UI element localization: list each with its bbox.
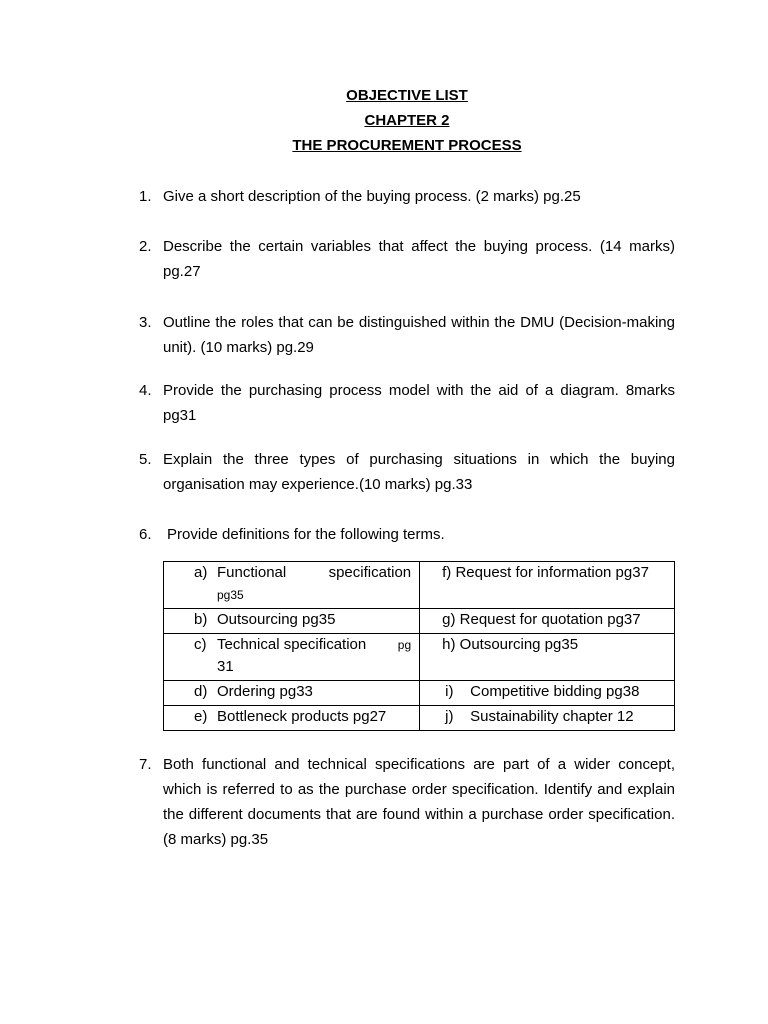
question-number: 2.: [139, 238, 152, 255]
term-page: pg35: [217, 588, 244, 602]
table-row: [164, 562, 675, 609]
question-text: Both functional and technical specifications are part of a wider concept, which is referred to as the purchase order specification. Identify and explain the different documents that are found within a purchase order specification. (8 marks) pg.35: [163, 756, 675, 848]
question-1: [139, 184, 675, 209]
term-text: h) Outsourcing pg35: [442, 636, 579, 653]
term-cell: [420, 681, 675, 706]
question-number: 5.: [139, 451, 152, 468]
term-text: Competitive bidding pg38: [470, 683, 640, 700]
term-letter: d): [194, 683, 208, 700]
term-letter: i): [445, 683, 454, 700]
document-title: OBJECTIVE LIST: [346, 87, 468, 104]
term-letter: b): [194, 611, 208, 628]
table-row: [164, 706, 675, 731]
question-number: 3.: [139, 314, 152, 331]
term-letter: j): [445, 708, 454, 725]
term-letter: a): [194, 564, 208, 581]
term-cell: [420, 609, 675, 634]
term-cell: [164, 634, 420, 681]
question-text: Give a short description of the buying process. (2 marks) pg.25: [163, 188, 581, 205]
term-cell: [164, 681, 420, 706]
term-text: Technical specification: [217, 636, 367, 653]
question-5: [139, 447, 675, 497]
term-cell: [164, 706, 420, 731]
question-number: 6.: [139, 526, 152, 543]
term-letter: c): [194, 636, 207, 653]
term-text: Sustainability chapter 12: [470, 708, 634, 725]
term-cell: [164, 609, 420, 634]
chapter-subtitle: THE PROCUREMENT PROCESS: [292, 137, 522, 154]
term-cell: [164, 562, 420, 609]
question-text: Outline the roles that can be distinguished within the DMU (Decision-making unit). (10 marks) pg.29: [163, 314, 675, 356]
term-cell: [420, 562, 675, 609]
question-2: [139, 234, 675, 284]
question-7: [139, 752, 675, 852]
table-row: [164, 681, 675, 706]
question-6: [139, 522, 675, 547]
term-page: 31: [217, 658, 234, 675]
term-text: specification: [328, 564, 412, 581]
question-text: Provide the purchasing process model with the aid of a diagram. 8marks pg31: [163, 382, 675, 424]
term-text: Outsourcing pg35: [217, 611, 336, 628]
term-letter: e): [194, 708, 208, 725]
term-text: Functional: [217, 564, 287, 581]
question-number: 4.: [139, 382, 152, 399]
question-text: Explain the three types of purchasing situations in which the buying organisation may experience.(10 marks) pg.33: [163, 451, 675, 493]
question-4: [139, 378, 675, 428]
question-3: [139, 310, 675, 360]
question-number: 1.: [139, 188, 152, 205]
term-cell: [420, 634, 675, 681]
term-text: Bottleneck products pg27: [217, 708, 387, 725]
table-row: [164, 609, 675, 634]
term-text: g) Request for quotation pg37: [442, 611, 641, 628]
table-row: [164, 634, 675, 681]
question-number: 7.: [139, 756, 152, 773]
question-text: Describe the certain variables that affect the buying process. (14 marks) pg.27: [163, 238, 675, 280]
term-text: Ordering pg33: [217, 683, 313, 700]
chapter-heading: CHAPTER 2: [364, 112, 450, 129]
question-text: Provide definitions for the following terms.: [167, 526, 445, 543]
terms-table: [163, 561, 675, 731]
term-page: pg: [397, 638, 412, 652]
term-cell: [420, 706, 675, 731]
term-text: f) Request for information pg37: [442, 564, 649, 581]
